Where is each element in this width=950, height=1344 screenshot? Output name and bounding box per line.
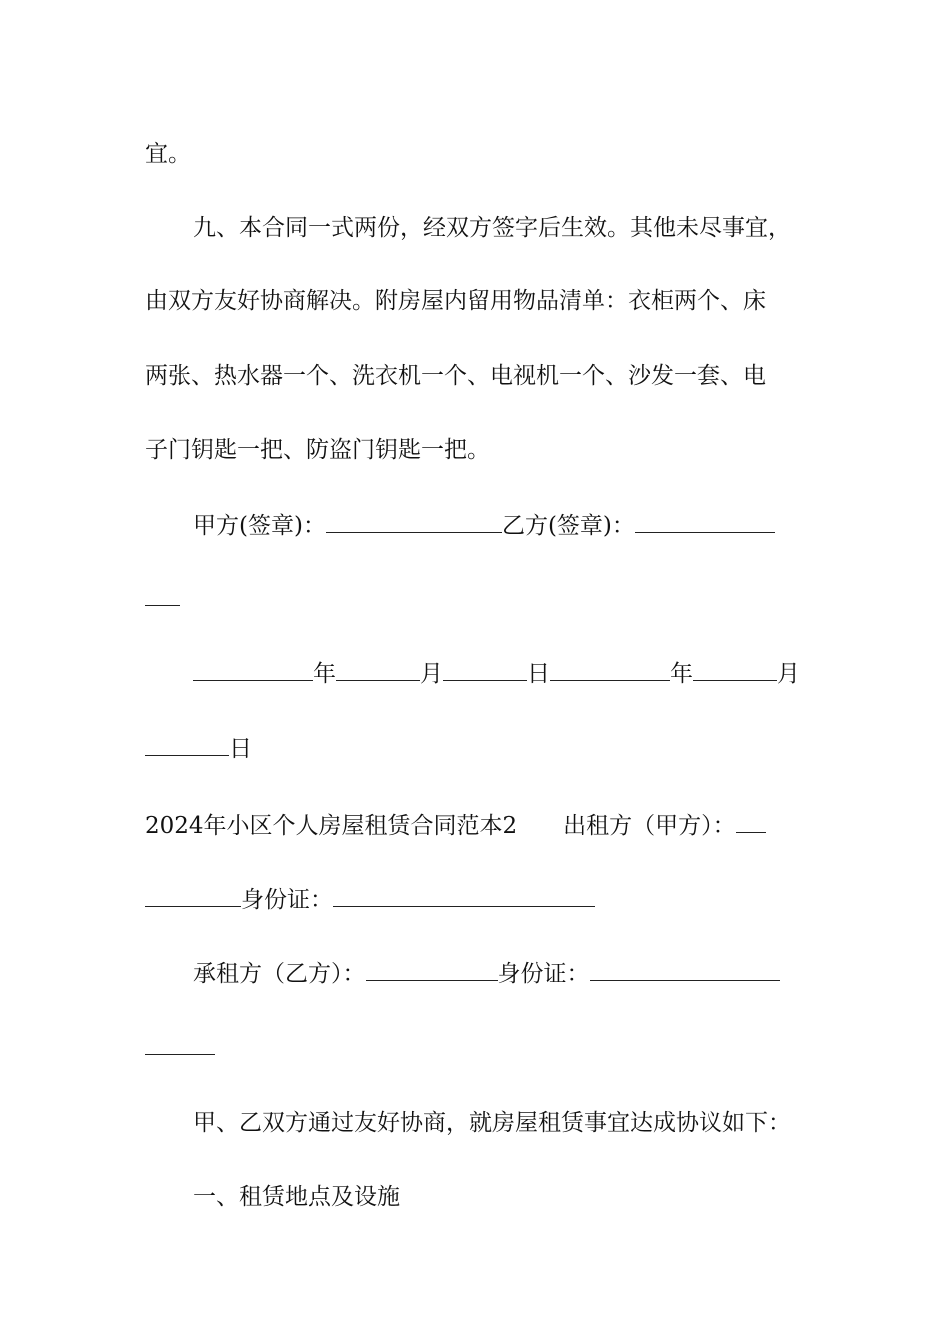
month-blank-2[interactable] [693,658,777,681]
agreement-intro [193,1108,791,1138]
date-line [193,658,800,689]
lessee-id-blank[interactable] [590,958,780,981]
lessor-id-blank[interactable] [333,884,595,907]
lessor-blank-continued[interactable] [145,884,241,907]
signature-line [193,510,775,541]
lessor-id-line [145,884,595,915]
text-line: 甲、乙双方通过友好协商，就房屋租赁事宜达成协议如下： [193,1110,791,1136]
paragraph-continuation [145,139,191,169]
signature-line-wrap [145,583,180,614]
lessor-label: 出租方（甲方）： [563,813,736,839]
month-label: 月 [420,661,443,687]
text-line: 九、本合同一式两份，经双方签字后生效。其他未尽事宜， [193,215,791,241]
day-label: 日 [527,661,550,687]
year-blank-2[interactable] [550,658,670,681]
id-card-label: 身份证： [241,887,333,913]
section-title: 一、租赁地点及设施 [193,1184,400,1210]
year-blank-1[interactable] [193,658,313,681]
day-label: 日 [229,736,252,762]
clause-nine-line-4 [145,435,490,465]
text-line: 宜。 [145,141,191,167]
day-blank-2[interactable] [145,733,229,756]
text-line: 由双方友好协商解决。附房屋内留用物品清单：衣柜两个、床 [145,288,766,314]
party-b-signature-blank[interactable] [635,510,775,533]
party-a-signature-blank[interactable] [326,510,502,533]
text-line: 子门钥匙一把、防盗门钥匙一把。 [145,437,490,463]
id-card-label: 身份证： [497,961,590,987]
clause-nine-line-3 [145,361,766,391]
section-heading [193,1182,400,1212]
day-blank-1[interactable] [443,658,527,681]
contract-title: 2024年小区个人房屋租赁合同范本2 [145,813,518,839]
month-label: 月 [777,661,800,687]
clause-nine-line-1 [193,213,791,243]
year-label: 年 [313,661,336,687]
lessee-id-blank-continued[interactable] [145,1032,215,1055]
party-a-signature-label: 甲方(签章)： [193,513,326,539]
year-label: 年 [670,661,693,687]
lessor-blank[interactable] [736,810,766,833]
lessee-blank[interactable] [366,958,498,981]
party-b-signature-blank-continued[interactable] [145,583,180,606]
month-blank-1[interactable] [336,658,420,681]
contract-title-line [145,810,766,841]
lessee-line [193,958,780,989]
date-line-wrap [145,733,252,764]
text-line: 两张、热水器一个、洗衣机一个、电视机一个、沙发一套、电 [145,363,766,389]
party-b-signature-label: 乙方(签章)： [501,513,635,539]
clause-nine-line-2 [145,286,766,316]
lessee-line-wrap [145,1032,215,1063]
lessee-label: 承租方（乙方）： [193,961,366,987]
